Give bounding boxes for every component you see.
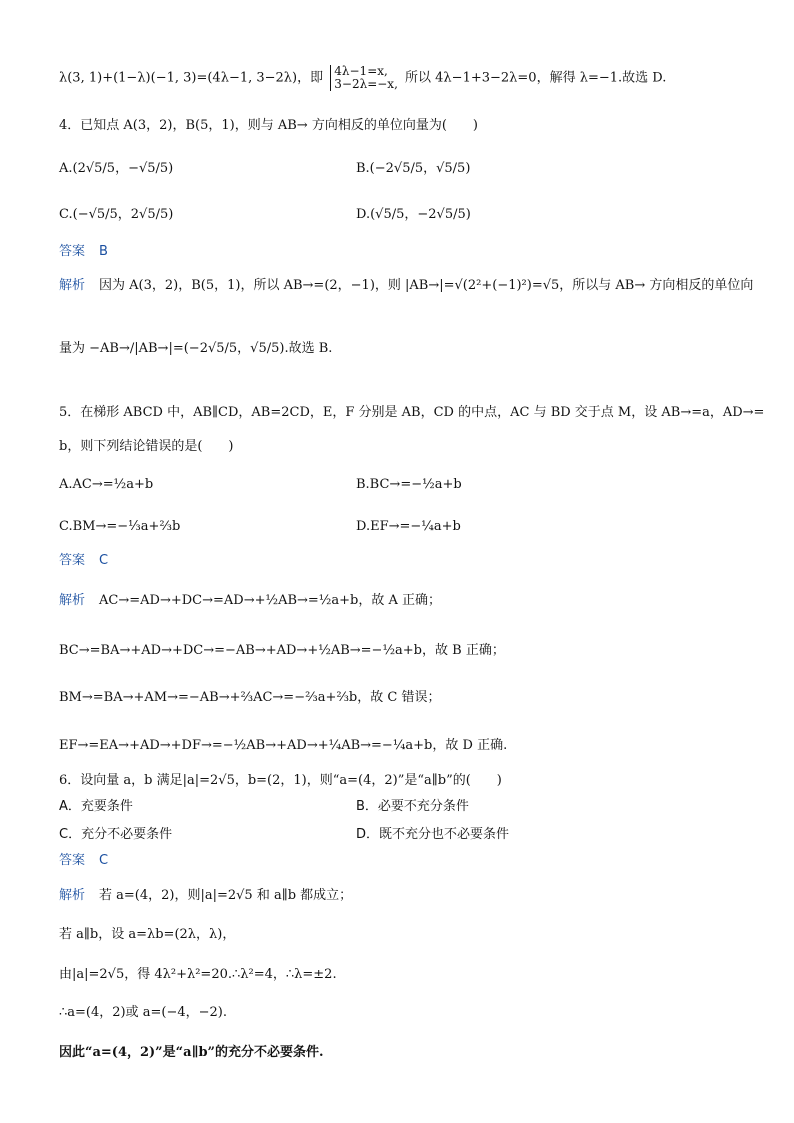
q6-analysis-1: 解析 若 a=(4，2)，则|a|=2√5 和 a∥b 都成立；: [59, 888, 353, 903]
q5-analysis-2: BC→=BA→+AD→+DC→=−AB→+AD→+½AB→=−½a+b，故 B 正确；: [59, 643, 505, 658]
continuation-line: λ(3, 1)+(1−λ)(−1, 3)=(4λ−1, 3−2λ)，即 4λ−1=x, 3−2λ=−x, 所以 4λ−1+3−2λ=0，解得 λ=−1.故选 D.: [59, 64, 667, 91]
q4-option-a: A.(2√5/5，−√5/5): [59, 161, 174, 176]
q6-analysis-5: 因此“a=(4，2)”是“a∥b”的充分不必要条件.: [59, 1045, 324, 1060]
q4-stem: 4．已知点 A(3，2)，B(5，1)，则与 AB→ 方向相反的单位向量为( ): [59, 118, 478, 133]
q5-analysis-4: EF→=EA→+AD→+DF→=−½AB→+AD→+¼AB→=−¼a+b，故 D 正确.: [59, 738, 508, 753]
q6-analysis-4: ∴a=(4，2)或 a=(−4，−2).: [59, 1005, 227, 1020]
q6-analysis-2: 若 a∥b，设 a=λb=(2λ，λ)，: [59, 927, 236, 942]
q5-analysis-1: 解析 AC→=AD→+DC→=AD→+½AB→=½a+b，故 A 正确；: [59, 593, 442, 608]
q4-option-d: D.(√5/5，−2√5/5): [356, 207, 471, 222]
q5-option-a: A.AC→=½a+b: [59, 477, 154, 492]
q4-option-b: B.(−2√5/5，√5/5): [356, 161, 471, 176]
q6-option-b: B．必要不充分条件: [356, 799, 469, 814]
q6-option-a: A．充要条件: [59, 799, 133, 814]
q5-stem-1: 5．在梯形 ABCD 中，AB∥CD，AB=2CD，E，F 分别是 AB，CD 的中点，AC 与 BD 交于点 M，设 AB→=a，AD→=: [59, 405, 765, 420]
q5-answer: 答案 C: [59, 553, 109, 568]
q5-stem-2: b，则下列结论错误的是( ): [59, 439, 234, 454]
q4-answer: 答案 B: [59, 244, 108, 259]
q5-option-b: B.BC→=−½a+b: [356, 477, 462, 492]
q6-answer: 答案 C: [59, 853, 109, 868]
q5-option-d: D.EF→=−¼a+b: [356, 519, 461, 534]
q6-stem: 6．设向量 a，b 满足|a|=2√5，b=(2，1)，则“a=(4，2)”是“a∥b”的( ): [59, 773, 502, 788]
equation-system: 4λ−1=x, 3−2λ=−x,: [330, 65, 398, 91]
q6-option-c: C．充分不必要条件: [59, 827, 173, 842]
q6-analysis-3: 由|a|=2√5，得 4λ²+λ²=20.∴λ²=4，∴λ=±2.: [59, 967, 337, 982]
q4-analysis-1: 解析 因为 A(3，2)，B(5，1)，所以 AB→=(2，−1)，则 |AB→|=√(2²+(−1)²)=√5，所以与 AB→ 方向相反的单位向: [59, 278, 754, 293]
q6-option-d: D．既不充分也不必要条件: [356, 827, 510, 842]
q4-analysis-2: 量为 −AB→/|AB→|=(−2√5/5，√5/5).故选 B.: [59, 341, 333, 356]
q4-option-c: C.(−√5/5，2√5/5): [59, 207, 174, 222]
q5-option-c: C.BM→=−⅓a+⅔b: [59, 519, 181, 534]
q5-analysis-3: BM→=BA→+AM→=−AB→+⅔AC→=−⅔a+⅔b，故 C 错误；: [59, 690, 441, 705]
